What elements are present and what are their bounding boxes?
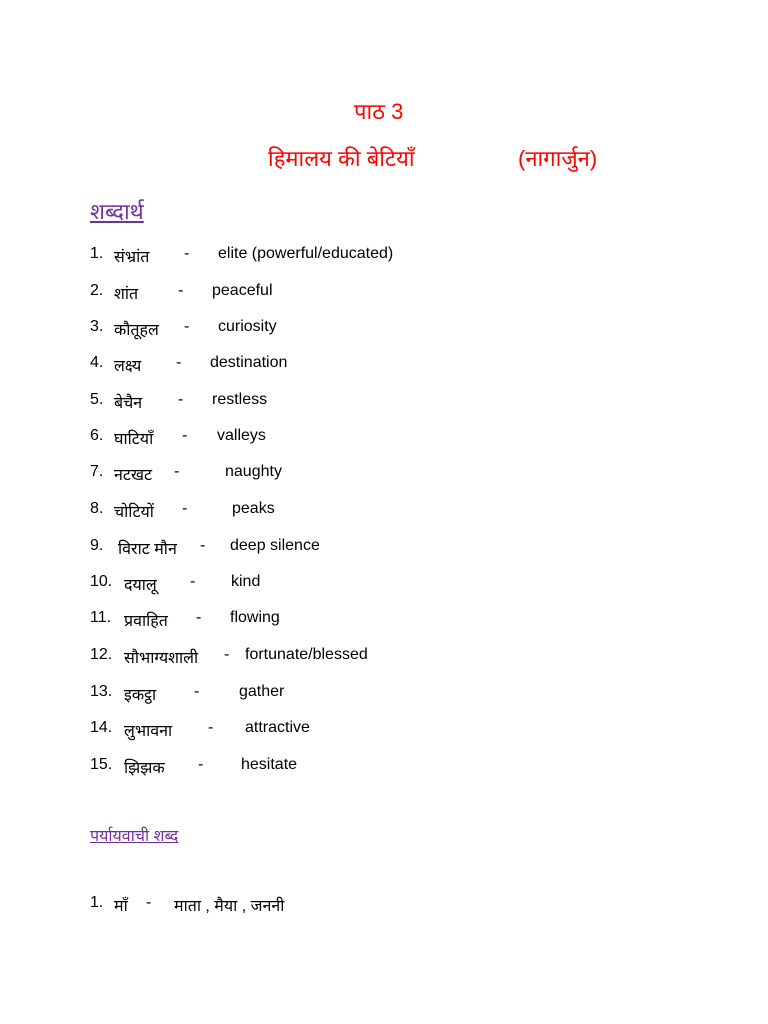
glossary-word: बेचैन: [114, 395, 143, 412]
glossary-word: दयालू: [124, 577, 157, 594]
glossary-meaning: naughty: [225, 463, 282, 480]
glossary-number: 4.: [90, 354, 104, 371]
glossary-word: लुभावना: [124, 723, 173, 740]
glossary-word: कौतूहल: [114, 322, 159, 339]
glossary-meaning: gather: [239, 683, 285, 700]
glossary-meaning: deep silence: [230, 537, 320, 554]
glossary-number: 11.: [90, 609, 112, 626]
lesson-number: पाठ 3: [354, 99, 404, 124]
glossary-number: 3.: [90, 318, 104, 335]
glossary-meaning: flowing: [230, 609, 280, 626]
glossary-word: इकट्ठा: [124, 687, 157, 704]
glossary-dash: -: [184, 318, 190, 335]
glossary-number: 9.: [90, 537, 104, 554]
author-name: (नागार्जुन): [518, 146, 598, 171]
glossary-number: 7.: [90, 463, 104, 480]
glossary-number: 1.: [90, 245, 104, 262]
glossary-dash: -: [194, 683, 200, 700]
glossary-number: 10.: [90, 573, 113, 590]
glossary-word: घाटियाँ: [114, 431, 154, 448]
glossary-number: 2.: [90, 282, 104, 299]
glossary-word: संभ्रांत: [114, 249, 150, 266]
glossary-word: झिझक: [124, 760, 165, 777]
glossary-meaning: attractive: [245, 719, 310, 736]
synonym-dash: -: [146, 894, 152, 911]
glossary-number: 14.: [90, 719, 113, 736]
glossary-meaning: peaceful: [212, 282, 273, 299]
glossary-meaning: hesitate: [241, 756, 298, 773]
synonym-number: 1.: [90, 894, 104, 911]
glossary-number: 5.: [90, 391, 104, 408]
glossary-dash: -: [200, 537, 206, 554]
glossary-dash: -: [190, 573, 196, 590]
glossary-dash: -: [182, 427, 188, 444]
glossary-number: 6.: [90, 427, 104, 444]
glossary-meaning: kind: [231, 573, 261, 590]
synonym-word: माँ: [114, 898, 128, 915]
glossary-word: चोटियों: [114, 504, 154, 521]
glossary-number: 15.: [90, 756, 113, 773]
glossary-dash: -: [198, 756, 204, 773]
glossary-meaning: valleys: [217, 427, 266, 444]
glossary-word: विराट मौन: [118, 541, 177, 558]
glossary-dash: -: [182, 500, 188, 517]
glossary-dash: -: [176, 354, 182, 371]
glossary-dash: -: [196, 609, 202, 626]
glossary-number: 8.: [90, 500, 104, 517]
glossary-dash: -: [174, 463, 180, 480]
synonyms-heading: पर्यायवाची शब्द: [90, 828, 179, 845]
glossary-meaning: peaks: [232, 500, 275, 517]
synonym-meaning: माता , मैया , जननी: [174, 898, 285, 915]
glossary-dash: -: [208, 719, 214, 736]
lesson-title: हिमालय की बेटियाँ: [268, 146, 415, 171]
glossary-word: लक्ष्य: [114, 358, 142, 375]
glossary-number: 13.: [90, 683, 113, 700]
glossary-heading: शब्दार्थ: [90, 199, 144, 224]
glossary-meaning: restless: [212, 391, 268, 408]
glossary-meaning: destination: [210, 354, 288, 371]
glossary-meaning: elite (powerful/educated): [218, 245, 394, 262]
glossary-dash: -: [178, 282, 184, 299]
glossary-dash: -: [184, 245, 190, 262]
glossary-word: सौभाग्यशाली: [124, 650, 199, 667]
glossary-word: नटखट: [114, 467, 153, 484]
glossary-dash: -: [178, 391, 184, 408]
glossary-meaning: curiosity: [218, 318, 277, 335]
glossary-dash: -: [224, 646, 230, 663]
glossary-number: 12.: [90, 646, 113, 663]
glossary-word: प्रवाहित: [124, 613, 168, 630]
glossary-word: शांत: [114, 286, 139, 303]
glossary-meaning: fortunate/blessed: [245, 646, 368, 663]
